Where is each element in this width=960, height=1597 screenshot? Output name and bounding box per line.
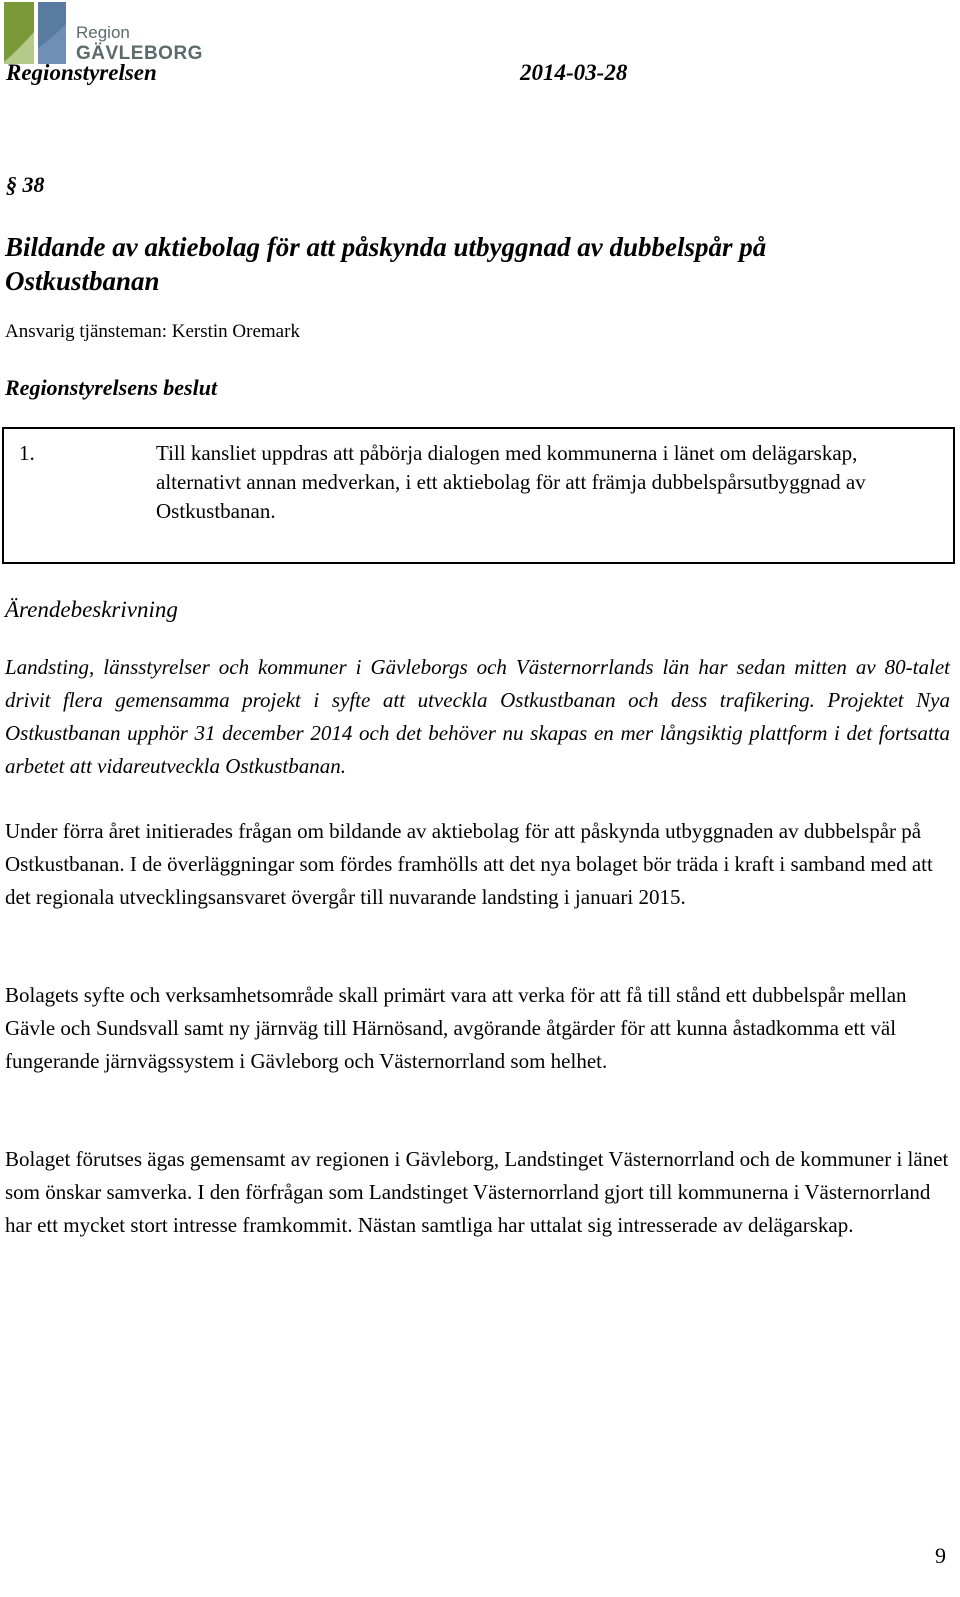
decision-item-text: Till kansliet uppdras att påbörja dialogen med kommunerna i länet om delägarskap, alternativt annan medverkan, i ett aktiebolag för att främja dubbelspårsutbyggnad av Ostkustbanan. [156, 441, 866, 523]
header-body-name: Regionstyrelsen [6, 60, 157, 85]
logo-mark-icon [4, 2, 68, 64]
region-gavleborg-logo [4, 2, 203, 64]
decision-box [2, 427, 955, 564]
page-number: 9 [935, 1543, 946, 1568]
responsible-official: Ansvarig tjänsteman: Kerstin Oremark [5, 321, 300, 342]
description-heading: Ärendebeskrivning [5, 597, 178, 622]
page-title: Bildande av aktiebolag för att påskynda utbyggnad av dubbelspår på Ostkustbanan [5, 232, 767, 296]
paragraph-number: § 38 [6, 172, 45, 197]
logo-text-gavleborg: GÄVLEBORG [76, 43, 203, 64]
description-paragraph-4: Bolaget förutses ägas gemensamt av regionen i Gävleborg, Landstinget Västernorrland och de kommuner i länet som önskar samverka. I den förfrågan som Landstinget Västernorrland gjort till kommunerna i Västernorrland har ett mycket stort intresse framkommit. Nästan samtliga har uttalat sig intresserade av delägarskap. [5, 1147, 949, 1237]
description-paragraph-2: Under förra året initierades frågan om bildande av aktiebolag för att påskynda utbyggnaden av dubbelspår på Ostkustbanan. I de överläggningar som fördes framhölls att det nya bolaget bör träda i kraft i samband med att det regionala utvecklingsansvaret övergår till nuvarande landsting i januari 2015. [5, 819, 933, 909]
logo-text-region: Region [76, 23, 130, 42]
description-paragraph-3: Bolagets syfte och verksamhetsområde skall primärt vara att verka för att få till stånd ett dubbelspår mellan Gävle och Sundsvall samt ny järnväg till Härnösand, avgörande åtgärder för att kunna åstadkomma ett väl fungerande järnvägssystem i Gävleborg och Västernorrland som helhet. [5, 983, 907, 1073]
description-paragraph-1: Landsting, länsstyrelser och kommuner i Gävleborgs och Västernorrlands län har sedan mitten av 80-talet drivit flera gemensamma projekt i syfte att utveckla Ostkustbanan och dess trafikering. Projektet Nya Ostkustbanan upphör 31 december 2014 och det behöver nu skapas en mer långsiktig plattform i det fortsatta arbetet att vidareutveckla Ostkustbanan. [5, 655, 950, 778]
header-date: 2014-03-28 [520, 60, 628, 85]
decision-heading: Regionstyrelsens beslut [5, 375, 218, 400]
decision-item-number: 1. [19, 441, 35, 465]
